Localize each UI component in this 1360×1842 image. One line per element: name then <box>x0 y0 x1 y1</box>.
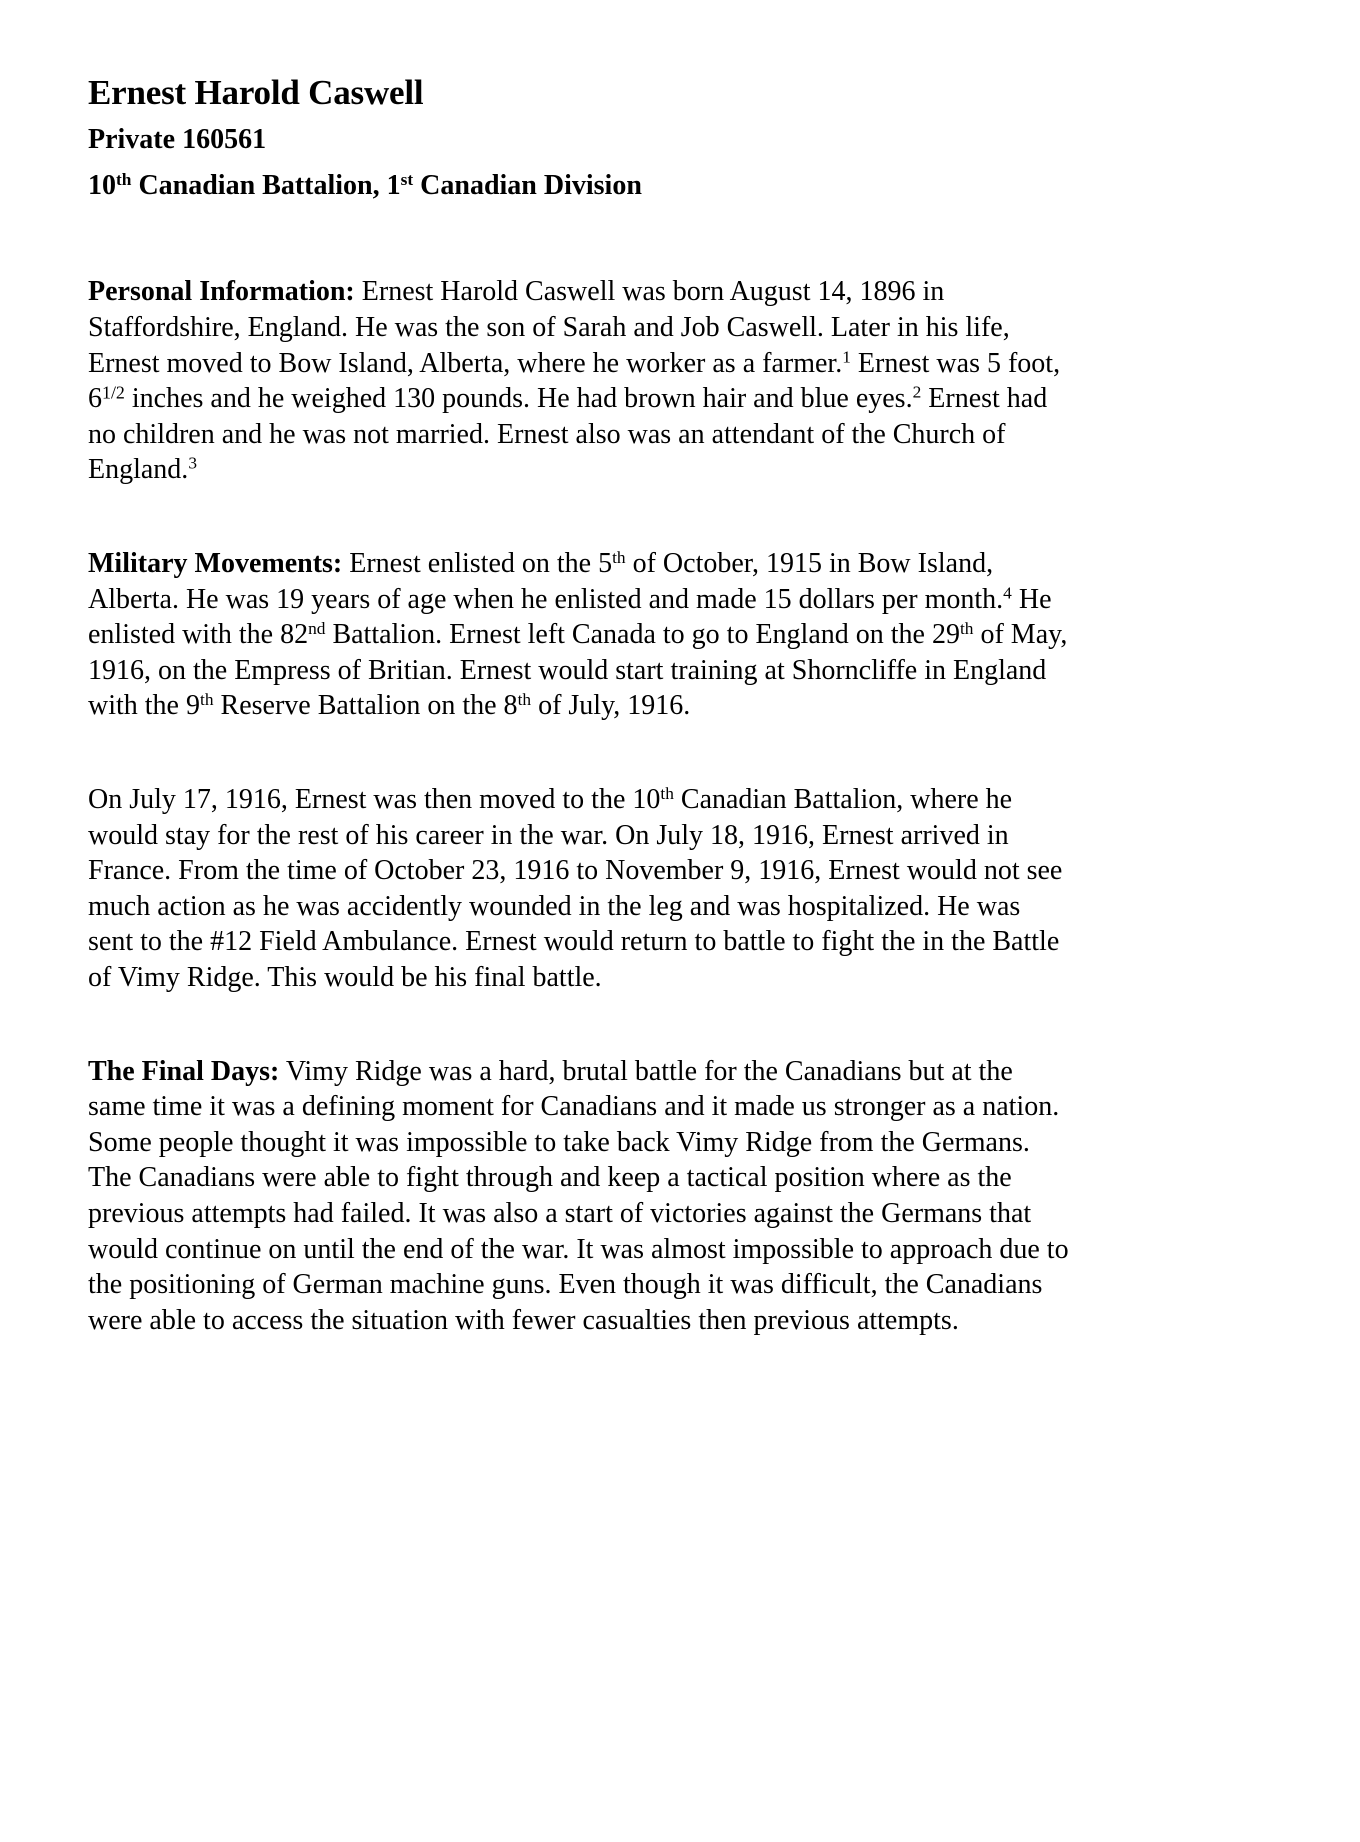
military-movements-text-1: Ernest enlisted on the 5 <box>342 548 613 580</box>
paragraph-tenth-battalion <box>88 782 1070 996</box>
ordinal-suffix-fifth: th <box>612 548 626 568</box>
spacer <box>88 996 1070 1054</box>
unit-line <box>88 169 1070 203</box>
personal-information-text-1: Ernest Harold Caswell was born August 14, 1896 in Staffordshire, England. He was the son of Sarah and Job Caswell. Later in his life, Ernest moved to Bow Island, Alberta, where he worker as a farmer. <box>88 276 1010 379</box>
military-movements-text-7: of July, 1916. <box>531 690 691 722</box>
personal-information-label: Personal Information: <box>88 276 355 308</box>
tenth-battalion-text-1: On July 17, 1916, Ernest was then moved to the 10 <box>88 784 661 816</box>
military-movements-text-4: Battalion. Ernest left Canada to go to England on the 29 <box>325 619 960 651</box>
final-days-label: The Final Days: <box>88 1055 280 1087</box>
document-body <box>88 72 1070 1338</box>
spacer <box>88 724 1070 782</box>
personal-information-text-4: Ernest had no children and he was not married. Ernest also was an attendant of the Church of England. <box>88 383 1048 486</box>
paragraph-personal-information <box>88 274 1070 488</box>
military-movements-text-6: Reserve Battalion on the 8 <box>213 690 518 722</box>
division-ordinal-number: 1 <box>386 169 401 201</box>
ordinal-suffix-ninth: th <box>200 690 214 710</box>
page-title: Ernest Harold Caswell <box>88 73 424 112</box>
spacer <box>88 488 1070 546</box>
rank-and-service-number: Private 160561 <box>88 124 267 156</box>
military-movements-label: Military Movements: <box>88 548 343 580</box>
height-fraction: 1/2 <box>102 382 125 403</box>
personal-information-text-3: inches and he weighed 130 pounds. He had brown hair and blue eyes. <box>124 383 913 415</box>
military-movements-text-3: He enlisted with the 82 <box>88 583 1052 651</box>
footnote-marker-3: 3 <box>188 454 197 474</box>
spacer <box>88 202 1070 274</box>
ordinal-suffix-tenth: th <box>660 784 674 803</box>
battalion-ordinal-suffix: th <box>116 169 132 189</box>
paragraph-military-movements <box>88 546 1070 724</box>
final-days-text: Vimy Ridge was a hard, brutal battle for the Canadians but at the same time it was a defining moment for Canadians and it made us stronger as a nation. Some people thought it was impossible to take back Vimy Ridge from the Germans. The Canadians were able to fight through and keep a tactical position where as the previous attempts had failed. It was also a start of victories against the Germans that would continue on until the end of the war. It was almost impossible to approach due to the positioning of German machine guns. Even though it was difficult, the Canadians were able to access the situation with fewer casualties then previous attempts. <box>88 1055 1069 1336</box>
ordinal-suffix-twentyninth: th <box>959 619 974 639</box>
division-label: Canadian Division <box>413 169 642 201</box>
military-movements-text-5: of May, 1916, on the Empress of Britian. Ernest would start training at Shorncliffe in England with the 9 <box>88 619 1068 722</box>
military-movements-text-2: of October, 1915 in Bow Island, Alberta. He was 19 years of age when he enlisted and made 15 dollars per month. <box>88 548 1004 615</box>
footnote-marker-1: 1 <box>842 347 851 367</box>
battalion-label: Canadian Battalion, <box>131 169 387 201</box>
ordinal-suffix-eightysecond: nd <box>308 619 326 639</box>
battalion-ordinal-number: 10 <box>88 169 116 201</box>
personal-information-text-2: Ernest was 5 foot, 6 <box>88 347 1061 415</box>
ordinal-suffix-eighth: th <box>517 690 532 710</box>
tenth-battalion-text-2: Canadian Battalion, where he would stay for the rest of his career in the war. On July 18, 1916, Ernest arrived in France. From the time of October 23, 1916 to November 9, 1916, Ernest would not see much action as he was accidently wounded in the leg and was hospitalized. He was sent to the #12 Field Ambulance. Ernest would return to battle to fight the in the Battle of Vimy Ridge. This would be his final battle. <box>88 784 1063 993</box>
footnote-marker-2: 2 <box>912 382 922 402</box>
paragraph-final-days <box>88 1054 1070 1339</box>
footnote-marker-4: 4 <box>1003 583 1012 603</box>
division-ordinal-suffix: st <box>400 169 414 189</box>
